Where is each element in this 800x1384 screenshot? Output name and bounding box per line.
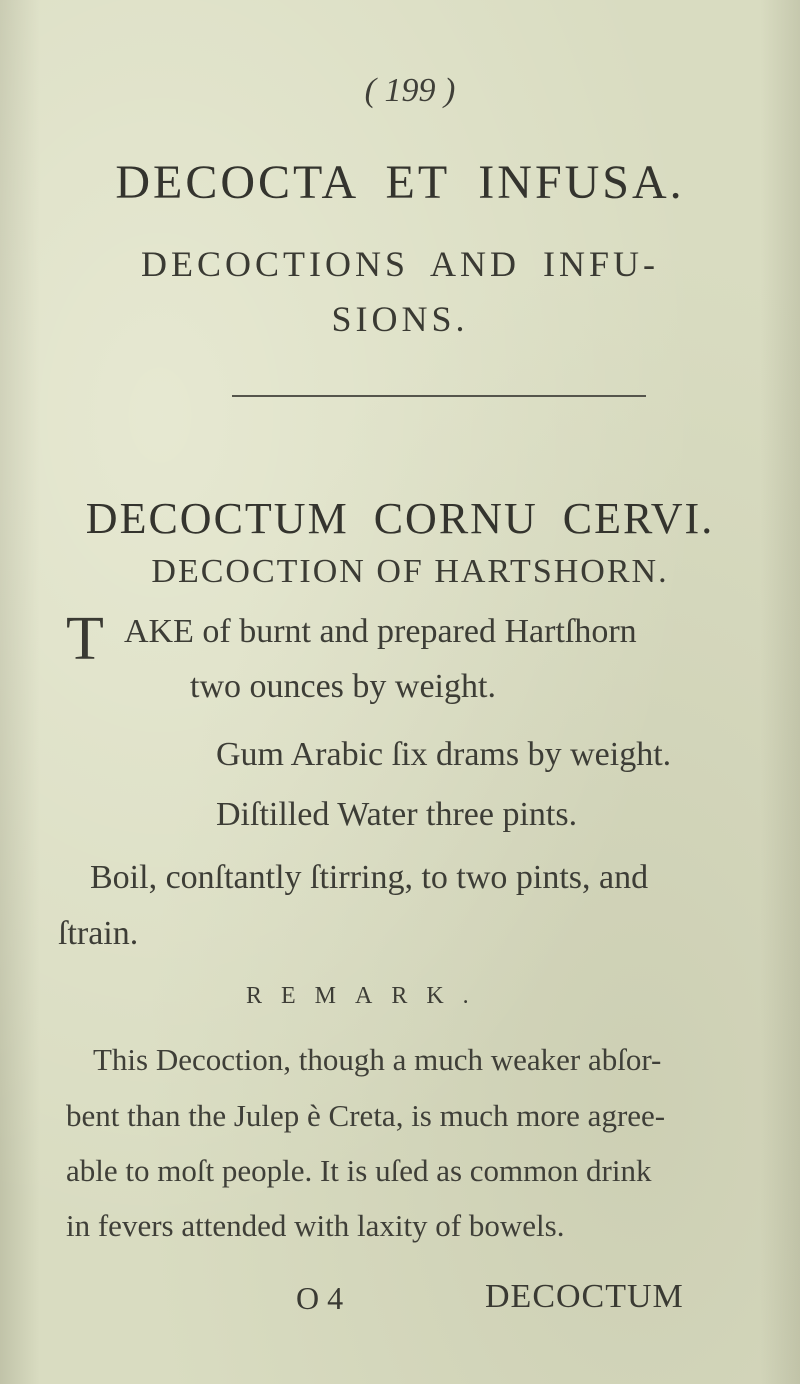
recipe-subtitle: DECOCTION OF HARTSHORN. xyxy=(151,553,669,590)
page-number: ( 199 ) xyxy=(364,72,456,109)
recipe-line-water: Diſtilled Water three pints. xyxy=(216,796,578,833)
catchword: DECOCTUM xyxy=(485,1278,684,1315)
recipe-title: DECOCTUM CORNU CERVI. xyxy=(85,494,715,543)
recipe-line-ounces: two ounces by weight. xyxy=(190,668,496,705)
recipe-line-strain: ſtrain. xyxy=(58,915,139,952)
recipe-line-gum: Gum Arabic ſix drams by weight. xyxy=(216,736,672,773)
section-divider xyxy=(232,395,646,397)
english-section-heading-line2: SIONS. xyxy=(331,299,469,339)
english-section-heading-line1: DECOCTIONS AND INFU- xyxy=(140,244,659,284)
remark-line-2: bent than the Julep è Creta, is much more agree- xyxy=(66,1098,666,1133)
remark-line-3: able to moſt people. It is uſed as common drink xyxy=(66,1153,652,1188)
latin-section-heading: DECOCTA ET INFUSA. xyxy=(115,156,685,209)
recipe-line-boil: Boil, conſtantly ſtirring, to two pints, and xyxy=(90,859,649,896)
recipe-line-take: AKE of burnt and prepared Hartſhorn xyxy=(124,613,637,650)
remark-line-4: in fevers attended with laxity of bowels. xyxy=(66,1208,565,1243)
signature-mark: O 4 xyxy=(296,1280,344,1316)
remark-heading: REMARK. xyxy=(246,983,488,1009)
remark-line-1: This Decoction, though a much weaker abſor- xyxy=(93,1042,662,1077)
drop-cap: T xyxy=(66,605,104,673)
